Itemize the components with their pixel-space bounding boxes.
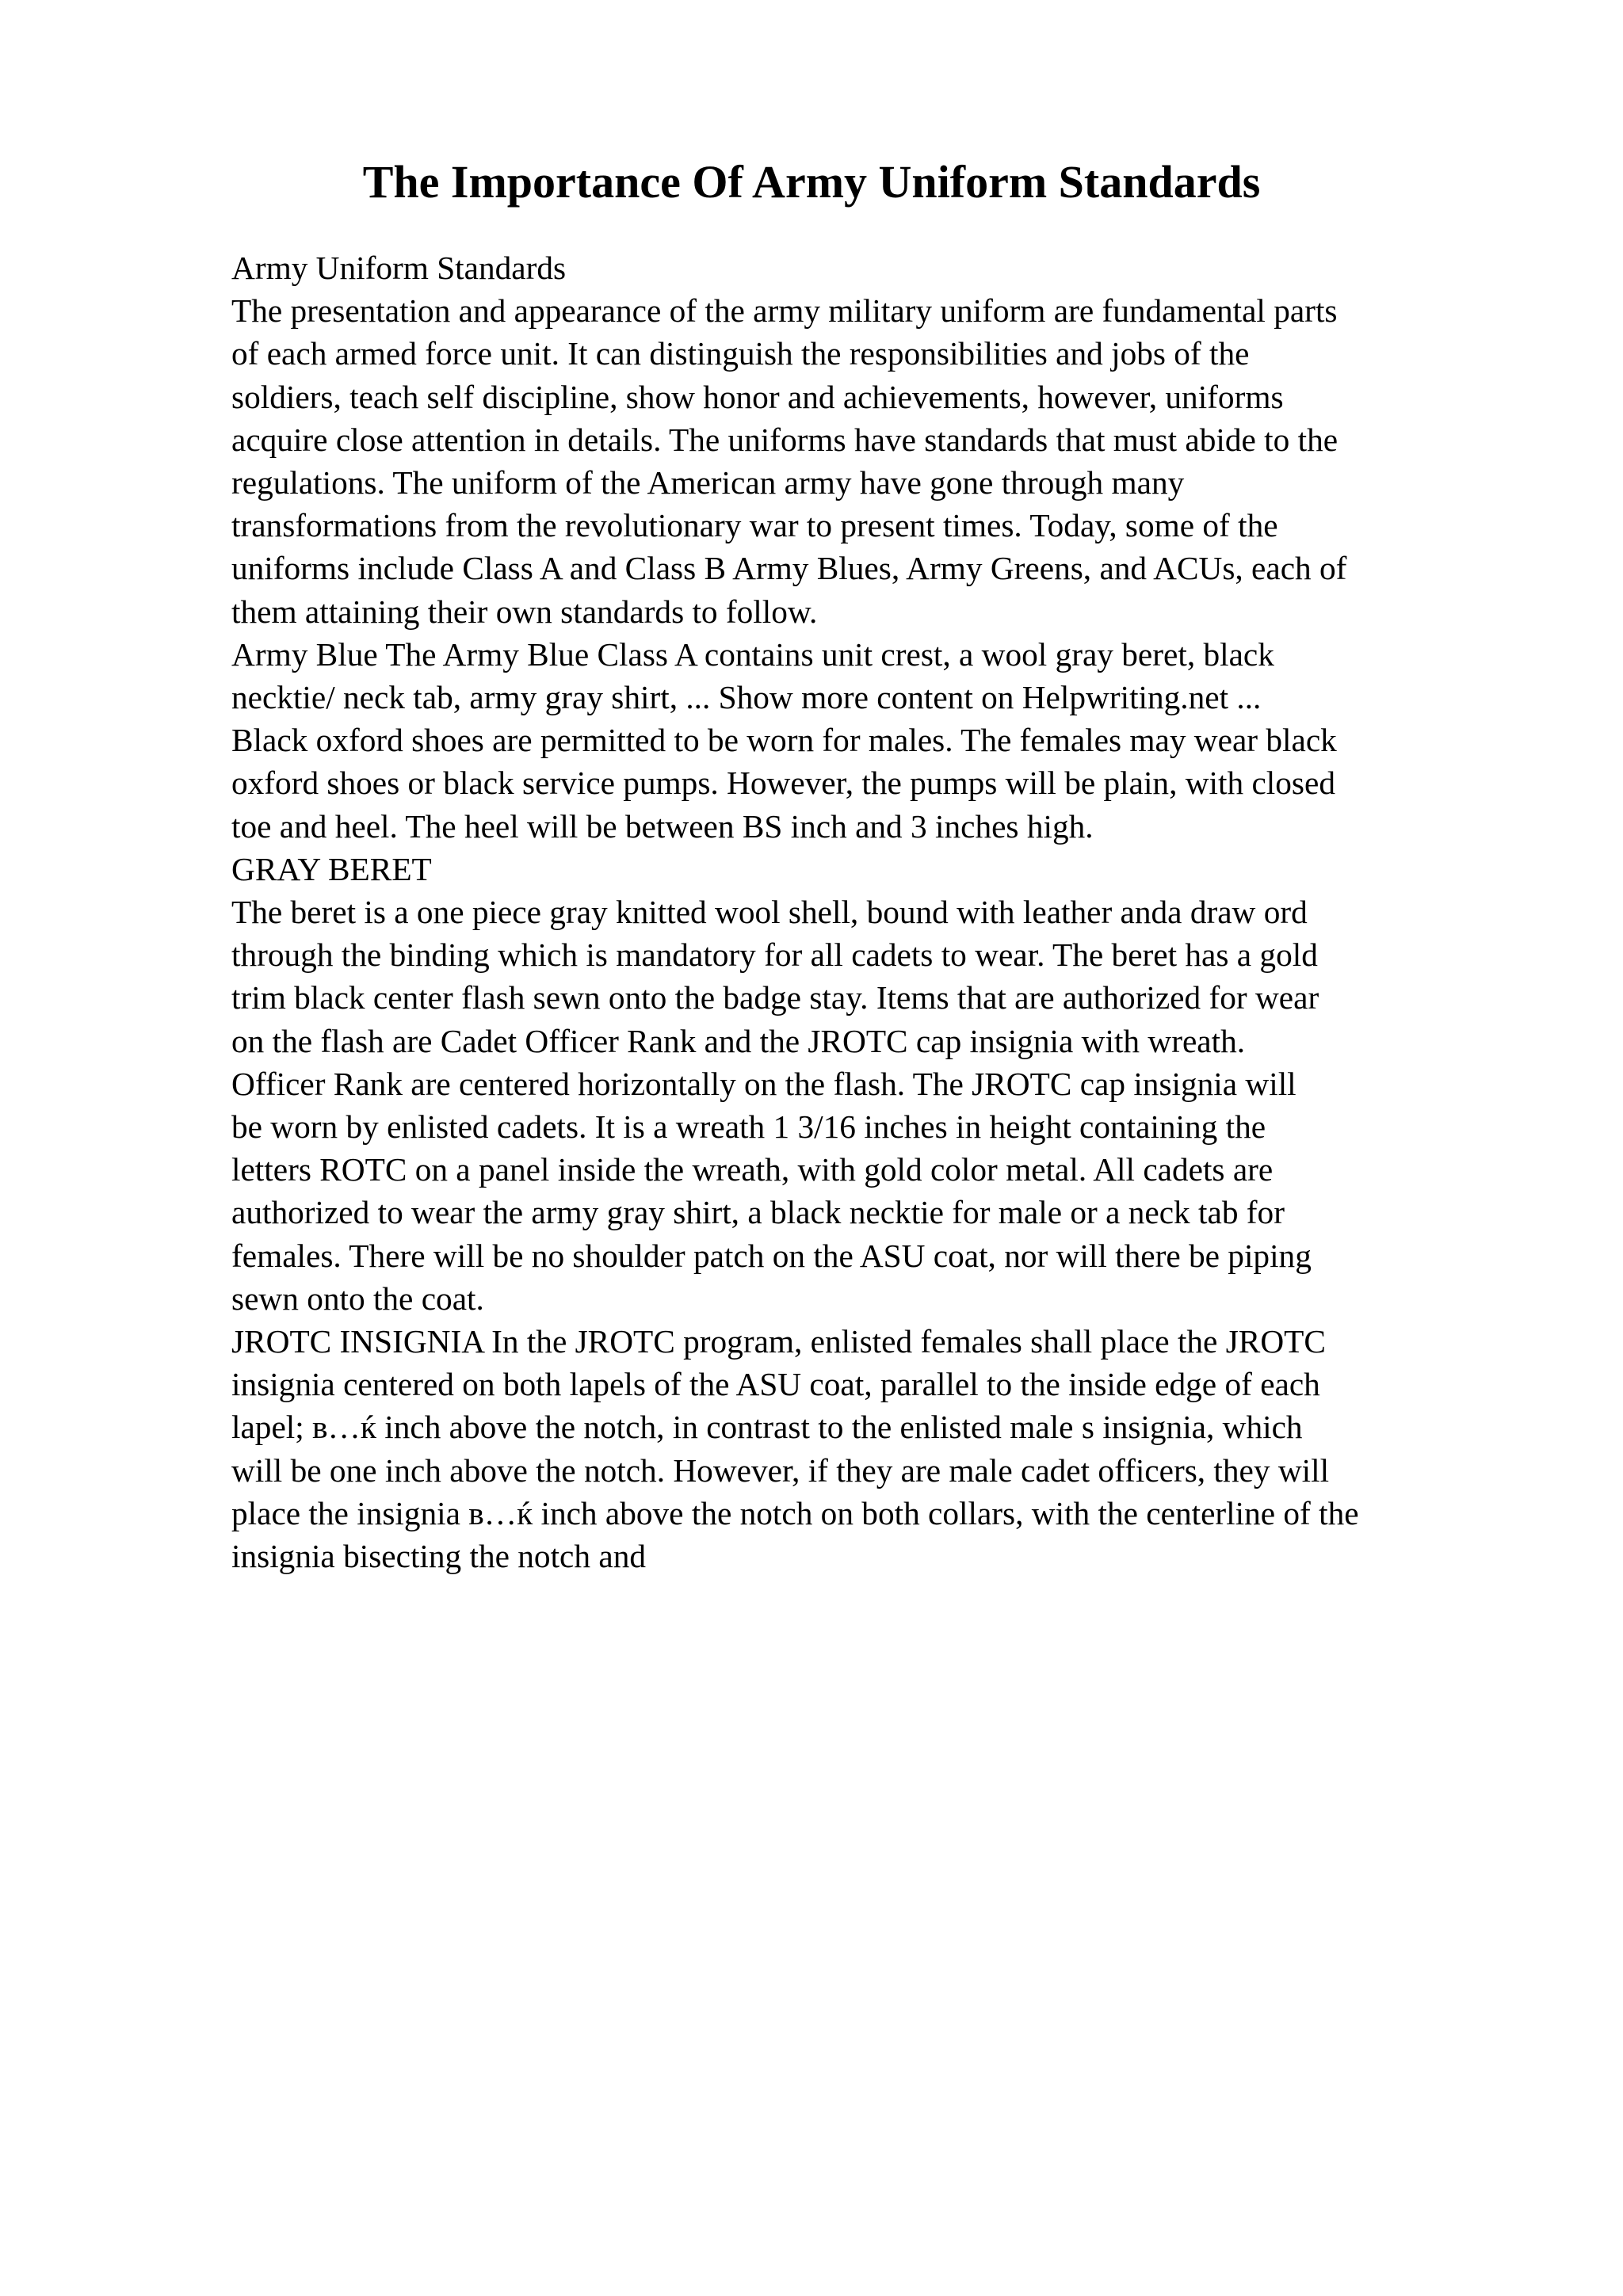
document-title: The Importance Of Army Uniform Standards bbox=[362, 156, 1261, 208]
body-text-line: Officer Rank are centered horizontally on the flash. The JROTC cap insignia will bbox=[231, 1065, 1296, 1102]
body-text-line: toe and heel. The heel will be between BS inch and 3 inches high. bbox=[231, 807, 1094, 845]
body-text-line: oxford shoes or black service pumps. However, the pumps will be plain, with closed bbox=[231, 765, 1335, 802]
body-text-line: The beret is a one piece gray knitted wool shell, bound with leather anda draw ord bbox=[231, 894, 1308, 931]
body-text-line: through the binding which is mandatory for all cadets to wear. The beret has a gold bbox=[231, 936, 1318, 974]
body-text-line: acquire close attention in details. The uniforms have standards that must abide to the bbox=[231, 421, 1338, 458]
body-text-line: GRAY BERET bbox=[231, 850, 432, 887]
body-text-line: of each armed force unit. It can distinguish the responsibilities and jobs of the bbox=[231, 335, 1250, 372]
body-text-line: letters ROTC on a panel inside the wreath, with gold color metal. All cadets are bbox=[231, 1151, 1274, 1188]
body-text-line: transformations from the revolutionary war to present times. Today, some of the bbox=[231, 507, 1278, 544]
body-text-line: place the insignia в…ќ inch above the notch on both collars, with the centerline of the bbox=[231, 1494, 1359, 1531]
body-text-line: them attaining their own standards to follow. bbox=[231, 593, 818, 630]
body-text-line: will be one inch above the notch. However, if they are male cadet officers, they will bbox=[231, 1451, 1330, 1489]
body-text-line: be worn by enlisted cadets. It is a wreath 1 3/16 inches in height containing the bbox=[231, 1108, 1266, 1146]
body-text-line: females. There will be no shoulder patch on the ASU coat, nor will there be piping bbox=[231, 1237, 1312, 1274]
body-text-line: insignia bisecting the notch and bbox=[231, 1538, 646, 1575]
body-text-line: The presentation and appearance of the army military uniform are fundamental parts bbox=[231, 292, 1338, 330]
document-body bbox=[231, 246, 1515, 1577]
body-text-line: lapel; в…ќ inch above the notch, in contrast to the enlisted male s insignia, which bbox=[231, 1409, 1303, 1446]
body-text-line: soldiers, teach self discipline, show honor and achievements, however, uniforms bbox=[231, 378, 1284, 415]
body-text-line: necktie/ neck tab, army gray shirt, ... Show more content on Helpwriting.net ... bbox=[231, 679, 1262, 716]
body-text-line: Black oxford shoes are permitted to be worn for males. The females may wear black bbox=[231, 722, 1337, 759]
body-text-line: authorized to wear the army gray shirt, a black necktie for male or a neck tab for bbox=[231, 1194, 1285, 1231]
body-text-line: uniforms include Class A and Class B Army Blues, Army Greens, and ACUs, each of bbox=[231, 550, 1347, 587]
body-text-line: insignia centered on both lapels of the ASU coat, parallel to the inside edge of each bbox=[231, 1366, 1320, 1403]
body-text-line: regulations. The uniform of the American army have gone through many bbox=[231, 464, 1185, 502]
body-text-line: on the flash are Cadet Officer Rank and the JROTC cap insignia with wreath. bbox=[231, 1022, 1246, 1059]
body-text-line: JROTC INSIGNIA In the JROTC program, enlisted females shall place the JROTC bbox=[231, 1323, 1326, 1360]
body-text-line: Army Uniform Standards bbox=[231, 250, 567, 286]
body-text-line: Army Blue The Army Blue Class A contains unit crest, a wool gray beret, black bbox=[231, 635, 1274, 673]
body-text-line: sewn onto the coat. bbox=[231, 1280, 484, 1317]
body-text-line: trim black center flash sewn onto the badge stay. Items that are authorized for wear bbox=[231, 979, 1319, 1016]
